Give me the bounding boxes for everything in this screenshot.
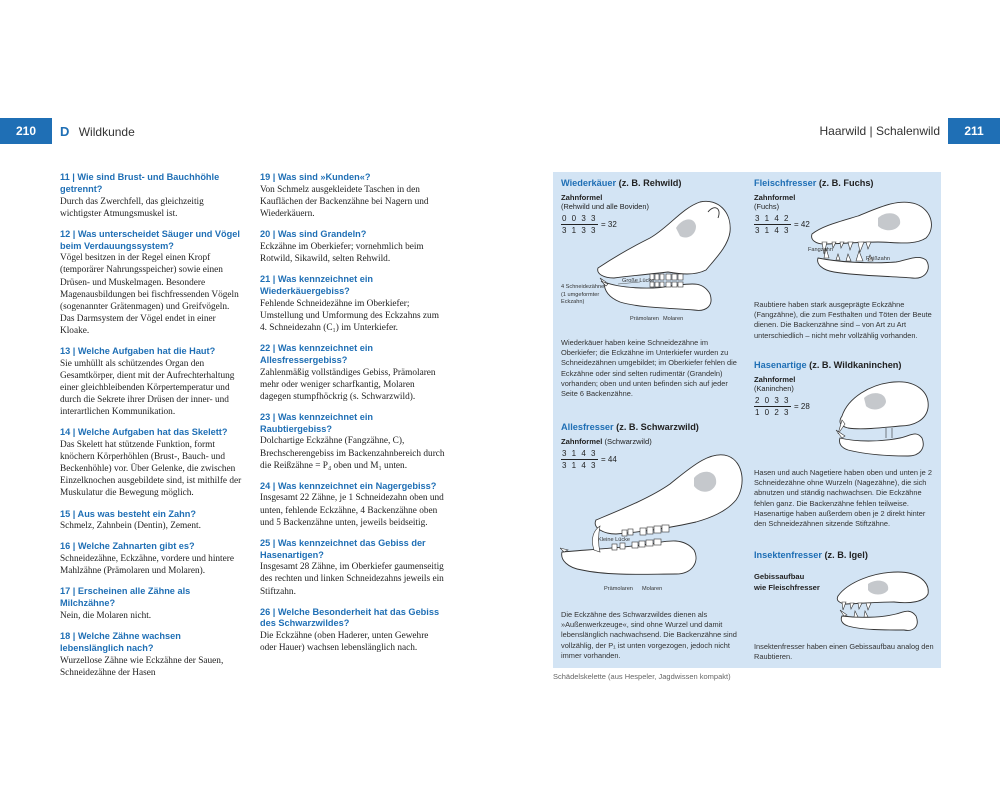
question: 14 | Welche Aufgaben hat das Skelett? (60, 427, 228, 438)
formula-label: Zahnformel (754, 375, 796, 384)
answer: Vögel besitzen in der Regel einen Kropf (temporärer Nahrungsspeicher) sowie einen Drüsen- und Muskelmagen. Besondere Magenausbildungen bei fischfressenden Vögeln (sogenannter Grätenmagen) und Greifvögeln. Das Darmsystem der Vögel endet in einer Kloake. (60, 253, 239, 336)
qa-item (260, 229, 446, 265)
chapter-letter: D (60, 124, 70, 139)
group-name: Insektenfresser (754, 550, 822, 560)
answer: Sie umhüllt als schützendes Organ den Gesamtkörper, dient mit der Aufrechterhaltung einer gleichbleibenden Körpertemperatur und durch die Sekrete ihrer Drüsen der inner- und interartlichen Kommunikation. (60, 358, 235, 418)
formula-result: = 42 (793, 220, 810, 229)
section-title (561, 178, 741, 188)
group-example: (z. B. Rehwild) (618, 178, 682, 188)
question: 25 | Was kennzeichnet das Gebiss der Hasenartigen? (260, 537, 426, 560)
formula-label: Zahnformel (754, 193, 796, 202)
qa-column-2 (260, 172, 446, 663)
qa-item (260, 343, 446, 403)
formula-sub: (Rehwild und alle Boviden) (561, 202, 649, 211)
left-page-number: 210 (0, 118, 52, 144)
answer: Wurzellose Zähne wie Eckzähne der Sauen, Schneidezähne der Hasen (60, 655, 224, 678)
hasenartige-description: Hasen und auch Nagetiere haben oben und unten je 2 Schneidezähne ohne Wurzeln (Nagezähne), die sich abnutzen und ständig nachwachsen. Die Eckzähne fehlen ganz. Die Backenzähne fehlen teilweise. Hasenartige haben außerdem oben je 2 direkt hinter den Schneidezähnen sitzende Stiftzähne. (754, 468, 932, 529)
formula-upper: 0 0 3 3 (562, 214, 597, 223)
label-reisszahn: Reißzahn (866, 256, 890, 262)
section-title (754, 550, 934, 560)
question: 13 | Welche Aufgaben hat die Haut? (60, 346, 216, 357)
answer: Schneidezähne, Eckzähne, vordere und hintere Mahlzähne (Prämolaren und Molaren). (60, 554, 234, 577)
left-running-header (60, 124, 135, 139)
answer: Insgesamt 28 Zähne, im Oberkiefer gaumenseitig des rechten und linken Schneidezahns jeweils ein Stiftzahn. (260, 562, 444, 597)
qa-item (60, 229, 246, 337)
label-gap: Große Lücke (622, 278, 655, 284)
section-title (754, 178, 934, 188)
label-fangzahn: Fangzahn (808, 247, 833, 253)
answer: Eckzähne im Oberkiefer; vornehmlich beim Rotwild, Sikawild, selten Rehwild. (260, 241, 424, 264)
formula-label: Zahnformel (561, 193, 603, 202)
right-page-number: 211 (948, 118, 1000, 144)
formula-upper: 3 1 4 2 (755, 214, 790, 223)
section-title (561, 422, 741, 432)
formula-label-text: Zahnformel (561, 437, 603, 446)
qa-item (60, 541, 246, 577)
formula-sub: (Fuchs) (754, 202, 780, 211)
label-gap: Kleine Lücke (598, 537, 631, 543)
label-premolars: Prämolaren (604, 586, 633, 592)
group-example: (z. B. Wildkaninchen) (809, 360, 902, 370)
section-title (754, 360, 934, 370)
question: 23 | Was kennzeichnet ein Raubtiergebiss? (260, 411, 374, 434)
question: 24 | Was kennzeichnet ein Nagergebiss? (260, 480, 437, 491)
question: 20 | Was sind Grandeln? (260, 229, 367, 240)
question: 26 | Welche Besonderheit hat das Gebiss des Schwarzwildes? (260, 606, 440, 629)
answer: Insgesamt 22 Zähne, je 1 Schneidezahn oben und unten, fehlende Eckzähne, 4 Backenzähne oben und 5 Backenzähne unten, jeweils beidseitig. (260, 493, 444, 528)
question: 17 | Erscheinen alle Zähne als Milchzähne? (60, 586, 191, 609)
answer: Zahlenmäßig vollständiges Gebiss, Prämolaren mehr oder weniger scharfkantig, Molaren dagegen stumpfhöckrig (s. Schwarzwild). (260, 367, 436, 402)
answer: Das Skelett hat stützende Funktion, formt knöchern Körperhöhlen (Brust-, Bauch- und Beckenhöhle) vor. Über Gelenke, die zwischen Einzelknochen ausgebildete sind, ist mithilfe der Muskulatur die Bewegung möglich. (60, 440, 242, 499)
group-name: Hasenartige (754, 360, 807, 370)
question: 15 | Aus was besteht ein Zahn? (60, 508, 196, 519)
allesfresser-description: Die Eckzähne des Schwarzwildes dienen als »Außenwerkzeuge«, sind ohne Wurzel und damit lebenslänglich nachwachsend. Die Backenzähne sind vollzählig, der P₁ ist unten vorgezogen, jedoch nicht immer vorhanden. (561, 610, 737, 660)
group-name: Allesfresser (561, 422, 614, 432)
label-molars: Molaren (642, 586, 663, 592)
question: 16 | Welche Zahnarten gibt es? (60, 541, 195, 552)
formula-sub: wie Fleischfresser (754, 583, 820, 592)
question: 12 | Was unterscheidet Säuger und Vögel beim Verdauungssystem? (60, 228, 240, 251)
formula-upper: 3 1 4 3 (562, 449, 597, 458)
qa-item (260, 481, 446, 529)
group-name: Wiederkäuer (561, 178, 617, 188)
qa-column-1 (60, 172, 246, 688)
chapter-title: Wildkunde (78, 125, 135, 139)
formula-result: = 28 (793, 402, 810, 411)
formula-result: = 32 (600, 220, 617, 229)
formula-sub: (Kaninchen) (754, 384, 794, 393)
answer: Schmelz, Zahnbein (Dentin), Zement. (60, 521, 201, 532)
qa-item (60, 427, 246, 499)
qa-item (60, 631, 246, 679)
label-molars: Molaren (663, 316, 684, 322)
roe-deer-skull-illustration (590, 190, 740, 330)
answer: Durch das Zwerchfell, das gleichzeitig wichtigster Atmungsmuskel ist. (60, 196, 204, 219)
formula-lower: 3 1 3 3 (562, 226, 597, 235)
right-running-header: Haarwild | Schalenwild (819, 124, 940, 138)
group-example: (z. B. Fuchs) (818, 178, 874, 188)
label-incisors: 4 Schneidezähne (561, 284, 605, 290)
question: 11 | Wie sind Brust- und Bauchhöhle getrennt? (60, 172, 220, 194)
formula-lower: 1 0 2 3 (755, 408, 790, 417)
wild-boar-skull-illustration (560, 440, 750, 600)
qa-item (60, 346, 246, 418)
answer: Von Schmelz ausgekleidete Taschen in den Kauflächen der Backenzähne bei Nagern und Wiederkäuern. (260, 184, 429, 219)
answer: Fehlende Schneidezähne im Oberkiefer; Umstellung und Umformung des Eckzahns zum 4. Schneidezahn (C₁) im Unterkiefer. (260, 298, 439, 333)
formula-label: Gebissaufbau (754, 572, 805, 581)
hedgehog-skull-illustration (834, 568, 934, 638)
figure-caption: Schädelskelette (aus Hespeler, Jagdwissen kompakt) (553, 672, 731, 681)
label-incisors-sub: (1 umgeformter Eckzahn) (561, 292, 600, 305)
insektenfresser-description: Insektenfresser haben einen Gebissaufbau analog den Raubtieren. (754, 642, 934, 662)
fleischfresser-description: Raubtiere haben stark ausgeprägte Eckzähne (Fangzähne), die zum Festhalten und Töten der Beute dienen. Die Backenzähne sind – von Art zu Art unterschiedlich – nicht mehr vollzählig vorhanden. (754, 300, 932, 340)
qa-item (260, 412, 446, 472)
answer: Dolchartige Eckzähne (Fangzähne, C), Brechscherengebiss im Backenzahnbereich durch die Reißzähne = P₄ oben und M₁ unten. (260, 436, 445, 471)
wiederkaeuer-description: Wiederkäuer haben keine Schneidezähne im Oberkiefer; die Eckzähne im Unterkiefer wurden zu Schneidezähnen umgebildet; im Oberkiefer fehlen die Eckzähne oder sind selten rudimentär (Grandeln) vorhanden; oben und unten befinden sich auf jeder Seite 6 Backenzähne. (561, 338, 737, 399)
fox-skull-illustration (808, 196, 938, 296)
answer: Nein, die Molaren nicht. (60, 611, 152, 622)
qa-item (260, 172, 446, 220)
question: 19 | Was sind »Kunden«? (260, 172, 371, 182)
question: 22 | Was kennzeichnet ein Allesfressergebiss? (260, 342, 374, 365)
formula-sub: (Schwarzwild) (604, 437, 652, 446)
formula-lower: 3 1 4 3 (755, 226, 790, 235)
rabbit-skull-illustration (830, 376, 935, 466)
qa-item (260, 274, 446, 334)
group-example: (z. B. Igel) (824, 550, 868, 560)
qa-item (260, 538, 446, 598)
group-example: (z. B. Schwarzwild) (616, 422, 699, 432)
label-premolars: Prämolaren (630, 316, 659, 322)
qa-item (60, 509, 246, 533)
formula-upper: 2 0 3 3 (755, 396, 790, 405)
formula-lower: 3 1 4 3 (562, 461, 597, 470)
group-name: Fleischfresser (754, 178, 817, 188)
question: 18 | Welche Zähne wachsen lebenslänglich nach? (60, 631, 181, 653)
qa-item (60, 586, 246, 622)
qa-item (60, 172, 246, 220)
question: 21 | Was kennzeichnet ein Wiederkäuergebiss? (260, 274, 374, 296)
formula-result: = 44 (600, 455, 617, 464)
answer: Die Eckzähne (oben Haderer, unten Gewehre oder Hauer) wachsen lebenslänglich nach. (260, 631, 429, 654)
qa-item (260, 607, 446, 655)
